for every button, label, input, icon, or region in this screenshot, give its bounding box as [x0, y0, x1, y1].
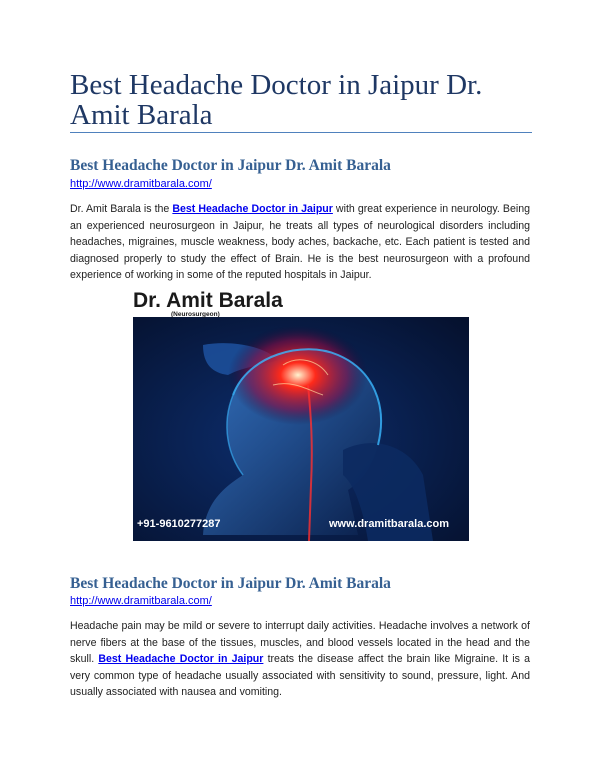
- section1-text-start: Dr. Amit Barala is the: [70, 203, 173, 215]
- poster-doctor-name: Dr. Amit Barala: [133, 289, 283, 312]
- poster-website: www.dramitbarala.com: [329, 518, 450, 530]
- poster-phone: +91-9610277287: [137, 518, 221, 530]
- section1-heading: Best Headache Doctor in Jaipur Dr. Amit Barala: [70, 157, 391, 174]
- section1-doctor-link[interactable]: Best Headache Doctor in Jaipur: [172, 203, 333, 215]
- doctor-poster-image: [133, 285, 469, 541]
- poster-role: (Neurosurgeon): [171, 311, 220, 318]
- section1-paragraph: [70, 201, 530, 284]
- section2-doctor-link[interactable]: Best Headache Doctor in Jaipur: [98, 653, 264, 665]
- section1-text-end: with great experience in neurology. Being an experienced neurosurgeon in Jaipur, he treats all types of neurological disorders including headaches, migraines, muscle weakness, body aches, backache, etc. Each patient is tested and diagnosed properly to study the effect of Brain. He is the best neurosurgeon with a profound experience of working in some of the reputed hospitals in Jaipur.: [70, 203, 530, 281]
- section2-text-end: treats the disease affect the brain like Migraine. It is a very common type of headache usually associated with sensitivity to sound, pressure, light. And usually associated with nausea and vomiting.: [70, 653, 530, 698]
- section2-paragraph: [70, 618, 530, 701]
- title-divider: [70, 132, 532, 133]
- section2-text-start: Headache pain may be mild or severe to interrupt daily activities. Headache involves a network of nerve fibers at the base of the tissues, muscles, and blood vessels located in the head and the skull.: [70, 620, 530, 665]
- document-title: Best Headache Doctor in Jaipur Dr. Amit Barala: [70, 69, 483, 131]
- section2-url-link[interactable]: http://www.dramitbarala.com/: [70, 595, 212, 607]
- section2-heading: Best Headache Doctor in Jaipur Dr. Amit Barala: [70, 575, 391, 592]
- section1-url-link[interactable]: http://www.dramitbarala.com/: [70, 178, 212, 190]
